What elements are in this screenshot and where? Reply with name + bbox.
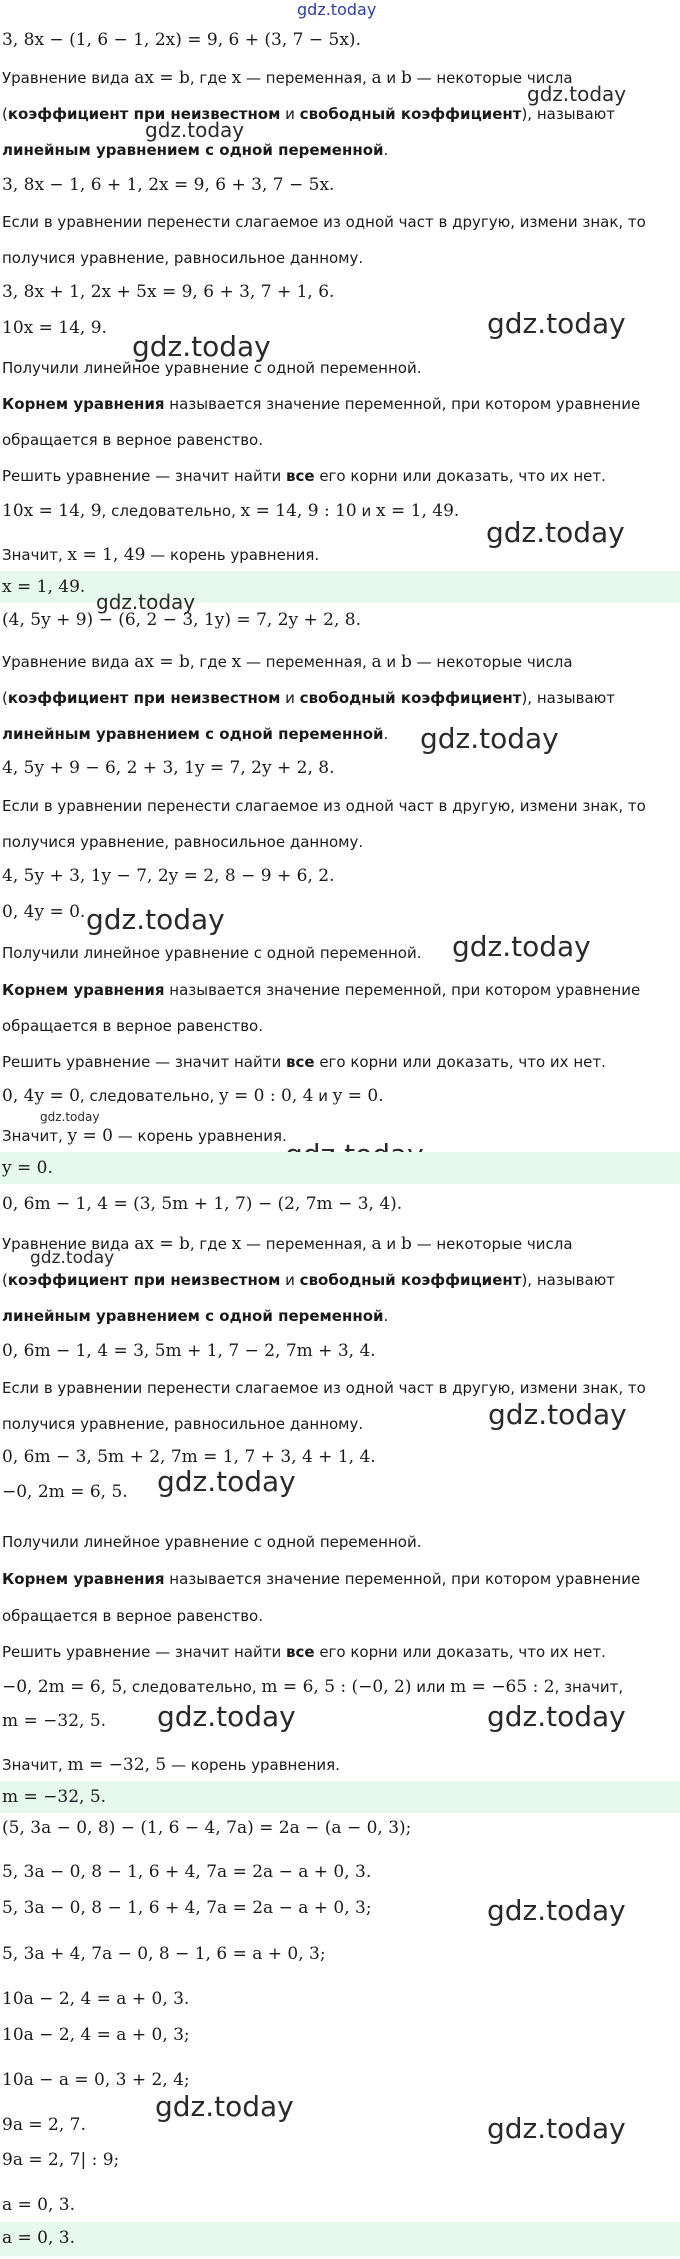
watermark: gdz.today — [488, 1398, 627, 1431]
equation-a: 3, 8x − (1, 6 − 1, 2x) = 9, 6 + (3, 7 − 5x). — [2, 30, 361, 50]
step-d-8: 9a = 2, 7| : 9; — [2, 2150, 120, 2170]
watermark: gdz.today — [487, 1700, 626, 1733]
step-c-4: −0, 2m = 6, 5, следовательно, m = 6, 5 : (−0, 2) или m = −65 : 2, значит, — [2, 1677, 624, 1697]
step-b-3: 0, 4y = 0. — [2, 902, 86, 922]
step-d-6: 10a − a = 0, 3 + 2, 4; — [2, 2070, 190, 2090]
definition-line-2: (коэффициент при неизвестном и свободный коэффициент), называют — [2, 105, 616, 123]
watermark: gdz.today — [86, 903, 225, 936]
watermark-logo: gdz.today — [297, 0, 377, 19]
watermark: gdz.today — [30, 1248, 115, 1268]
step-a-3: 10x = 14, 9. — [2, 318, 107, 338]
watermark: gdz.today — [487, 1894, 626, 1927]
definition-line-1: Уравнение вида ax = b, где x — переменная, a и b — некоторые числа — [2, 1234, 573, 1254]
transfer-rule-line-1: Если в уравнении перенести слагаемое из одной част в другую, измени знак, то — [2, 797, 646, 815]
root-definition-line-2: обращается в верное равенство. — [2, 1607, 264, 1625]
solve-definition: Решить уравнение — значит найти все его корни или доказать, что их нет. — [2, 1643, 606, 1661]
definition-line-3: линейным уравнением с одной переменной. — [2, 141, 389, 159]
conclusion-a: Значит, x = 1, 49 — корень уравнения. — [2, 545, 320, 565]
definition-line-1: Уравнение вида ax = b, где x — переменная, a и b — некоторые числа — [2, 68, 573, 88]
linear-note: Получили линейное уравнение с одной переменной. — [2, 359, 422, 377]
watermark: gdz.today — [155, 2090, 294, 2123]
step-d-7: 9a = 2, 7. — [2, 2115, 86, 2135]
step-c-1: 0, 6m − 1, 4 = 3, 5m + 1, 7 − 2, 7m + 3, 4. — [2, 1341, 376, 1361]
step-d-4: 10a − 2, 4 = a + 0, 3. — [2, 1989, 190, 2009]
watermark: gdz.today — [486, 516, 625, 549]
step-a-2: 3, 8x + 1, 2x + 5x = 9, 6 + 3, 7 + 1, 6. — [2, 282, 335, 302]
step-d-1: 5, 3a − 0, 8 − 1, 6 + 4, 7a = 2a − a + 0, 3. — [2, 1862, 372, 1882]
step-b-1: 4, 5y + 9 − 6, 2 + 3, 1y = 7, 2y + 2, 8. — [2, 758, 335, 778]
definition-line-2: (коэффициент при неизвестном и свободный коэффициент), называют — [2, 1271, 616, 1289]
watermark: gdz.today — [487, 2112, 626, 2145]
root-definition-line-1: Корнем уравнения называется значение переменной, при котором уравнение — [2, 981, 641, 999]
answer-a: x = 1, 49. — [2, 577, 86, 597]
definition-line-3: линейным уравнением с одной переменной. — [2, 1307, 389, 1325]
watermark: gdz.today — [452, 930, 591, 963]
equation-b: (4, 5y + 9) − (6, 2 − 3, 1y) = 7, 2y + 2, 8. — [2, 610, 362, 630]
watermark: gdz.today — [40, 1110, 100, 1124]
watermark: gdz.today — [157, 1700, 296, 1733]
conclusion-b: Значит, y = 0 — корень уравнения. — [2, 1126, 287, 1146]
watermark: gdz.today — [157, 1465, 296, 1498]
equation-d: (5, 3a − 0, 8) − (1, 6 − 4, 7a) = 2a − (a − 0, 3); — [2, 1818, 412, 1838]
root-definition-line-2: обращается в верное равенство. — [2, 1017, 264, 1035]
step-b-2: 4, 5y + 3, 1y − 7, 2y = 2, 8 − 9 + 6, 2. — [2, 866, 335, 886]
answer-b-highlight — [0, 1152, 680, 1184]
transfer-rule-line-2: получися уравнение, равносильное данному. — [2, 833, 364, 851]
step-d-5: 10a − 2, 4 = a + 0, 3; — [2, 2025, 190, 2045]
linear-note: Получили линейное уравнение с одной переменной. — [2, 944, 422, 962]
step-d-2: 5, 3a − 0, 8 − 1, 6 + 4, 7a = 2a − a + 0, 3; — [2, 1898, 372, 1918]
step-b-4: 0, 4y = 0, следовательно, y = 0 : 0, 4 и y = 0. — [2, 1086, 384, 1106]
transfer-rule-line-1: Если в уравнении перенести слагаемое из одной част в другую, измени знак, то — [2, 1379, 646, 1397]
transfer-rule-line-2: получися уравнение, равносильное данному. — [2, 1415, 364, 1433]
step-d-3: 5, 3a + 4, 7a − 0, 8 − 1, 6 = a + 0, 3; — [2, 1944, 326, 1964]
answer-c: m = −32, 5. — [2, 1787, 107, 1807]
watermark: gdz.today — [96, 590, 196, 614]
step-c-2: 0, 6m − 3, 5m + 2, 7m = 1, 7 + 3, 4 + 1, 4. — [2, 1447, 376, 1467]
answer-b: y = 0. — [2, 1158, 53, 1178]
step-c-3: −0, 2m = 6, 5. — [2, 1482, 128, 1502]
root-definition-line-2: обращается в верное равенство. — [2, 431, 264, 449]
equation-c: 0, 6m − 1, 4 = (3, 5m + 1, 7) − (2, 7m − 3, 4). — [2, 1194, 403, 1214]
linear-note: Получили линейное уравнение с одной переменной. — [2, 1533, 422, 1551]
answer-c-highlight — [0, 1781, 680, 1813]
watermark: gdz.today — [145, 118, 245, 142]
step-d-9: a = 0, 3. — [2, 2195, 76, 2215]
answer-d-highlight — [0, 2222, 680, 2256]
definition-line-2: (коэффициент при неизвестном и свободный коэффициент), называют — [2, 689, 616, 707]
watermark: gdz.today — [132, 330, 271, 363]
definition-line-1: Уравнение вида ax = b, где x — переменная, a и b — некоторые числа — [2, 652, 573, 672]
root-definition-line-1: Корнем уравнения называется значение переменной, при котором уравнение — [2, 1570, 641, 1588]
watermark: gdz.today — [527, 82, 627, 106]
watermark: gdz.today — [487, 307, 626, 340]
step-c-5: m = −32, 5. — [2, 1711, 107, 1731]
solve-definition: Решить уравнение — значит найти все его корни или доказать, что их нет. — [2, 467, 606, 485]
step-a-4: 10x = 14, 9, следовательно, x = 14, 9 : 10 и x = 1, 49. — [2, 501, 460, 521]
solve-definition: Решить уравнение — значит найти все его корни или доказать, что их нет. — [2, 1053, 606, 1071]
conclusion-c: Значит, m = −32, 5 — корень уравнения. — [2, 1755, 340, 1775]
transfer-rule-line-2: получися уравнение, равносильное данному. — [2, 249, 364, 267]
transfer-rule-line-1: Если в уравнении перенести слагаемое из одной част в другую, измени знак, то — [2, 213, 646, 231]
watermark: gdz.today — [420, 722, 559, 755]
step-a-1: 3, 8x − 1, 6 + 1, 2x = 9, 6 + 3, 7 − 5x. — [2, 175, 335, 195]
definition-line-3: линейным уравнением с одной переменной. — [2, 725, 389, 743]
answer-d: a = 0, 3. — [2, 2228, 76, 2248]
root-definition-line-1: Корнем уравнения называется значение переменной, при котором уравнение — [2, 395, 641, 413]
